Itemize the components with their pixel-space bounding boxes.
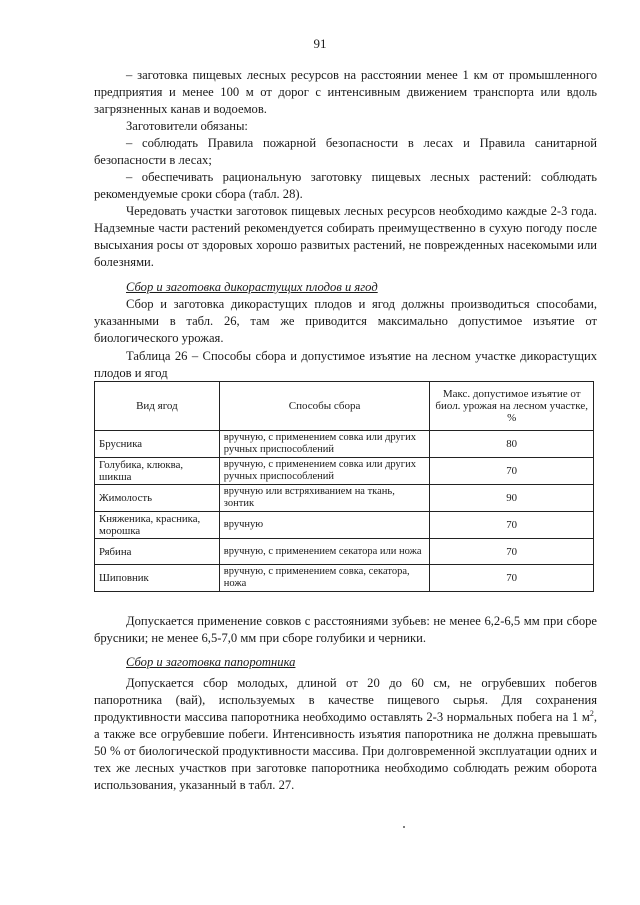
row-method: вручную, с применением совка, секатора, ножа <box>219 565 430 592</box>
table-header-row <box>95 382 594 431</box>
table-row <box>95 485 594 512</box>
row-species: Брусника <box>95 431 220 458</box>
section-heading-fern: Сбор и заготовка папоротника <box>126 655 296 669</box>
row-value: 70 <box>430 565 594 592</box>
row-method: вручную <box>219 512 430 539</box>
table-row <box>95 539 594 565</box>
table-caption-block <box>94 348 597 382</box>
page-number: 91 <box>313 36 327 51</box>
header-species: Вид ягод <box>95 382 220 431</box>
square-meter-superscript: 2 <box>589 708 594 718</box>
fern-text-part2: , а также все огрубевшие побеги. Интенсивность изъятия папоротника не должна превышать 50 % от биологической продуктивности массива. При долговременной эксплуатации одних и тех же лесных участков при заготовке папоротника необходимо соблюдать режим оборота использования, указанный в табл. 27. <box>94 710 597 792</box>
row-value: 80 <box>430 431 594 458</box>
berries-table <box>94 381 594 592</box>
table-row <box>95 431 594 458</box>
row-species: Шиповник <box>95 565 220 592</box>
row-species: Княженика, красника, морошка <box>95 512 220 539</box>
row-value: 90 <box>430 485 594 512</box>
intro-bullet-distance: – заготовка пищевых лесных ресурсов на расстоянии менее 1 км от промышленного предприятия и менее 100 м от дорог с интенсивным движением транспорта или вдоль загрязненных канав и водоемов. <box>94 68 597 116</box>
row-method: вручную или встряхиванием на ткань, зонтик <box>219 485 430 512</box>
fern-text-part1: Допускается сбор молодых, длиной от 20 до 60 см, не огрубевших побегов папоротника (вай), используемых в качестве пищевого сырья. Для сохранения продуктивности массива папоротника необходимо оставлять 2-3 нормальных побега на 1 м <box>94 676 597 724</box>
scan-speck <box>403 826 405 828</box>
table-caption: Таблица 26 – Способы сбора и допустимое изъятие на лесном участке дикорастущих плодов и ягод <box>94 349 597 380</box>
intro-obliged: Заготовители обязаны: <box>126 119 248 133</box>
row-species: Рябина <box>95 539 220 565</box>
scoops-paragraph: Допускается применение совков с расстояниями зубьев: не менее 6,2-6,5 мм при сборе брусники; не менее 6,5-7,0 мм при сборе голубики и черники. <box>94 614 597 645</box>
section-berries <box>94 279 597 347</box>
row-value: 70 <box>430 512 594 539</box>
berries-table-wrap <box>94 381 597 592</box>
table-row <box>95 565 594 592</box>
section-berries-text: Сбор и заготовка дикорастущих плодов и ягод должны производиться способами, указанными в табл. 26, там же приводится максимально допустимое изъятие от биологического урожая. <box>94 297 597 345</box>
row-species: Жимолость <box>95 485 220 512</box>
section-heading-berries: Сбор и заготовка дикорастущих плодов и ягод <box>126 280 378 294</box>
intro-block <box>94 67 597 271</box>
intro-bullet-fire-rules: – соблюдать Правила пожарной безопасности в лесах и Правила санитарной безопасности в лесах; <box>94 136 597 167</box>
table-row <box>95 512 594 539</box>
intro-bullet-rational: – обеспечивать рациональную заготовку пищевых лесных растений: соблюдать рекомендуемые сроки сбора (табл. 28). <box>94 170 597 201</box>
header-method: Способы сбора <box>219 382 430 431</box>
intro-rotation-paragraph: Чередовать участки заготовок пищевых лесных ресурсов необходимо каждые 2-3 года. Надземные части растений рекомендуется собирать преимущественно в сухую погоду после высыхания росы от здоровых хорошо развитых растений, не поврежденных насекомыми или болезнями. <box>94 204 597 269</box>
table-row <box>95 458 594 485</box>
section-fern <box>94 654 597 794</box>
scoops-block <box>94 613 597 647</box>
row-method: вручную, с применением совка или других ручных приспособлений <box>219 431 430 458</box>
row-species: Голубика, клюква, шикша <box>95 458 220 485</box>
row-method: вручную, с применением совка или других ручных приспособлений <box>219 458 430 485</box>
row-value: 70 <box>430 539 594 565</box>
row-value: 70 <box>430 458 594 485</box>
header-max-harvest: Макс. допустимое изъятие от биол. урожая на лесном участке, % <box>430 382 594 431</box>
row-method: вручную, с применением секатора или ножа <box>219 539 430 565</box>
section-fern-text <box>94 675 597 794</box>
